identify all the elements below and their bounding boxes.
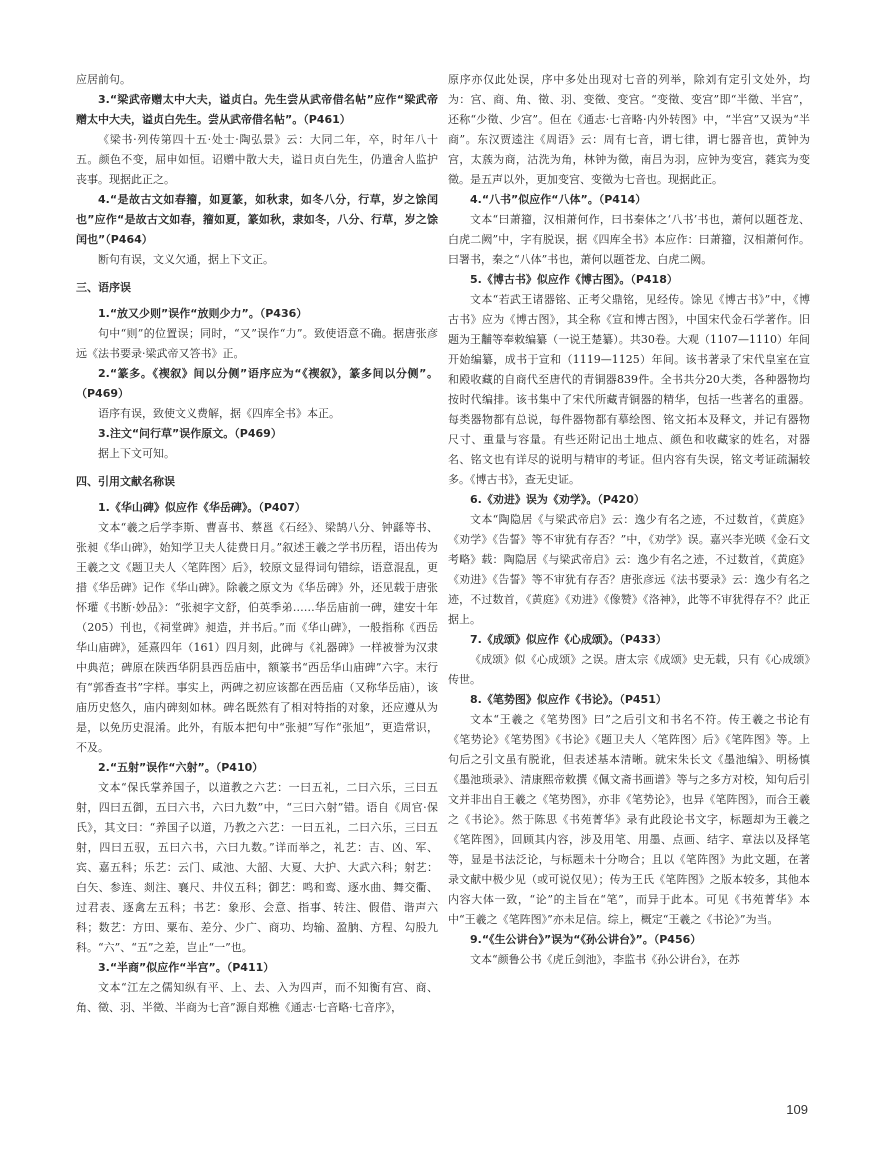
paragraph: 句中“则”的位置误；同时，“又”误作“力”。致使语意不确。据唐张彦远《法书要录·梁武帝又答书》正。	[76, 327, 438, 360]
left-column	[76, 70, 438, 1018]
correction-heading: 9.“《生公讲台》”误为“《孙公讲台》”。（P456）	[470, 933, 702, 946]
correction-heading: 2.“五射”误作“六射”。（P410）	[98, 761, 264, 774]
paragraph: 文本“羲之后学李斯、曹喜书、蔡邕《石经》、梁鹄八分、钟繇等书、张昶《华山碑》，始知学卫夫人徒费日月。”叙述王羲之学书历程，语出传为王羲之文《题卫夫人〈笔阵图〉后》，较原文显得词句错综，语意混乱，更措《华岳碑》记作《华山碑》。除羲之原文为《华岳碑》外，还见载于唐张怀瓘《书断·妙品》：“张昶字文舒，伯英季弟……华岳庙前一碑，建安十年（205）刊也，《祠堂碑》昶造，并书后。”而《华山碑》，一般指称《西岳华山庙碑》，延熹四年（161）四月刻，此碑与《礼器碑》一样被誉为汉隶中典范；碑原在陕西华阴县西岳庙中，额篆书“西岳华山庙碑”六字。末行有“郭香查书”字样。事实上，两碑之初应该都在西岳庙（又称华岳庙），该庙历史悠久，庙内碑刻如林。碑名既然有了相对特指的对象，还应遵从为是，以免历史混淆。此外，有版本把句中“张昶”写作“张旭”，更造常识，不及。	[76, 521, 438, 754]
correction-heading: 1.《华山碑》似应作《华岳碑》。（P407）	[98, 501, 306, 514]
paragraph: 《梁书·列传第四十五·处士·陶弘景》云：大同二年，卒，时年八十五。颜色不变，屈申如恒。诏赠中散大夫，谥日贞白先生，仍遣舍人监护丧事。现据此正之。	[76, 133, 438, 186]
paragraph: 文本“江左之儒知纵有平、上、去、入为四声，而不知衡有宫、商、角、徵、羽、半徵、半商为七音”源自郑樵《通志·七音略·七音序》，	[76, 981, 438, 1014]
paragraph: 文本“颜鲁公书《虎丘剑池》，李监书《孙公讲台》，在苏	[470, 953, 740, 966]
correction-heading: 6.《劝进》误为《劝学》。（P420）	[470, 493, 645, 506]
correction-heading: 4.“八书”似应作“八体”。（P414）	[470, 193, 647, 206]
correction-heading: 7.《成颂》似应作《心成颂》。（P433）	[470, 633, 667, 646]
page-number: 109	[786, 1102, 808, 1117]
paragraph: 文本“曰萧籀，汉相萧何作，曰书秦体之‘八书’书也，萧何以题苍龙、白虎二阙”中，字有脱误，据《四库全书》本应作：曰萧籀，汉相萧何作。曰署书，秦之“八体”书也，萧何以题苍龙、白虎二阙。	[448, 213, 810, 266]
section-heading: 四、引用文献名称误	[76, 475, 175, 488]
paragraph: 文本“若武王诸器铭、正考父鼎铭，见经传。馀见《博古书》”中，《博古书》应为《博古图》，其全称《宣和博古图》，中国宋代金石学著作。旧题为王黼等奉敕编纂（一说王楚纂）。共30卷。大观（1107—1110）年间开始编纂，成书于宣和（1119—1125）年间。该书著录了宋代皇室在宣和殿收藏的自商代至唐代的青铜器839件。全书共分20大类，各种器物均按时代编排。该书集中了宋代所藏青铜器的精华，包括一些著名的重器。每类器物都有总说，每件器物都有摹绘图、铭文拓本及释文，并记有器物尺寸、重量与容量。有些还附记出土地点、颜色和收藏家的姓名，对器名、铭文也有详尽的说明与精审的考证。但内容有失误，铭文考证疏漏较多。《博古书》，查无史证。	[448, 293, 810, 486]
correction-heading: 4.“是故古文如春籀，如夏篆，如秋隶，如冬八分，行草，岁之馀闰也”应作“是故古文如春，籀如夏，篆如秋，隶如冬，八分、行草，岁之馀闰也”（P464）	[76, 193, 438, 246]
paragraph: 文本“保氏掌养国子，以道教之六艺：一曰五礼，二曰六乐，三曰五射，四曰五御，五曰六书，六曰九数”中，“三曰六射”错。语自《周官·保氏》，其文曰：“养国子以道，乃教之六艺：一曰五礼，二曰六乐，三曰五射，四曰五驭，五曰六书，六曰九数。”详而举之，礼艺：吉、凶、军、宾、嘉五科；乐艺：云门、咸池、大韶、大夏、大护、大武六科；射艺：白矢、参连、剡注、襄尺、井仪五科；御艺：鸣和鸾、逐水曲、舞交衢、过君表、逐禽左五科；书艺：象形、会意、指事、转注、假借、谐声六科；数艺：方田、粟布、差分、少广、商功、均输、盈朒、方程、勾股九科。“六”、“五”之差，岂止“一”也。	[76, 781, 438, 954]
correction-heading: 2.“篆多。《禊叙》间以分侧”语序应为“《禊叙》，篆多间以分侧”。（P469）	[76, 367, 438, 400]
paragraph: 原序亦仅此处误，序中多处出现对七音的列举，除刘有定引文处外，均为：宫、商、角、徵、羽、变徵、变宫。“变徵、变宫”即“半徵、半宫”，还称“少徵、少宫”。但在《通志·七音略·内外转图》中，“半宫”又误为“半商”。东汉贾逵注《周语》云：周有七音，谓七律，谓七器音也，黄钟为宫，太蔟为商，沽洗为角，林钟为徵，南吕为羽，应钟为变宫，蕤宾为变徵。是五声以外，更加变宫、变徵为七音也。现据此正。	[448, 73, 810, 186]
correction-heading: 8.《笔势图》似应作《书论》。（P451）	[470, 693, 667, 706]
paragraph: 应居前句。	[76, 73, 131, 86]
paragraph: 据上下文可知。	[98, 447, 175, 460]
section-heading: 三、语序误	[76, 281, 131, 294]
correction-heading: 3.“梁武帝赠太中大夫，谥贞白。先生尝从武帝借名帖”应作“梁武帝赠太中大夫，谥贞白先生。尝从武帝借名帖”。（P461）	[76, 93, 438, 126]
paragraph: 文本“王羲之《笔势图》曰”之后引文和书名不符。传王羲之书论有《笔势论》《笔势图》《书论》《题卫夫人〈笔阵图〉后》《笔阵图》等。上句后之引文虽有脱讹，但表述基本清晰。就宋朱长文《墨池编》、明杨慎《墨池琐录》、清康熙帝敕撰《佩文斋书画谱》等与之多方对校，知句后引文并非出自王羲之《笔势图》，亦非《笔势论》，也异《笔阵图》，而合王羲之《书论》。然于陈思《书苑菁华》录有此段论书文字，标题却为王羲之《笔阵图》，回顾其内容，涉及用笔、用墨、点画、结字、章法以及择笔等，显是书法泛论，与标题未十分吻合；且以《笔阵图》为此文题，在著录文献中极少见（或可说仅见）；传为王氏《笔阵图》之版本较多，其他本内容大体一致，“论”的主旨在“笔”，而异于此本。可见《书苑菁华》本中“王羲之《笔阵图》”亦未足信。综上，概定“王羲之《书论》”为当。	[448, 713, 810, 926]
paragraph: 语序有误，致使文义费解，据《四库全书》本正。	[98, 407, 340, 420]
paragraph: 《成颂》似《心成颂》之误。唐太宗《成颂》史无载，只有《心成颂》传世。	[448, 653, 810, 686]
right-column	[448, 70, 810, 970]
correction-heading: 3.注文“问行草”误作原文。（P469）	[98, 427, 282, 440]
correction-heading: 1.“放又少则”误作“放则少力”。（P436）	[98, 307, 308, 320]
correction-heading: 5.《博古书》似应作《博古图》。（P418）	[470, 273, 678, 286]
correction-heading: 3.“半商”似应作“半宫”。（P411）	[98, 961, 275, 974]
paragraph: 断句有误，文义欠通，据上下文正。	[98, 253, 274, 266]
paragraph: 文本“陶隐居《与梁武帝启》云：逸少有名之迹，不过数首，《黄庭》《劝学》《告誓》等不审犹有存否？”中，《劝学》误。嘉兴李光暎《金石文考略》载：陶隐居《与梁武帝启》云：逸少有名之迹，不过数首，《黄庭》《劝进》《告誓》等不审犹有存否？唐张彦远《法书要录》云：逸少有名之迹，不过数首，《黄庭》《劝进》《像赞》《洛神》，此等不审犹得存不？此正据上。	[448, 513, 810, 626]
